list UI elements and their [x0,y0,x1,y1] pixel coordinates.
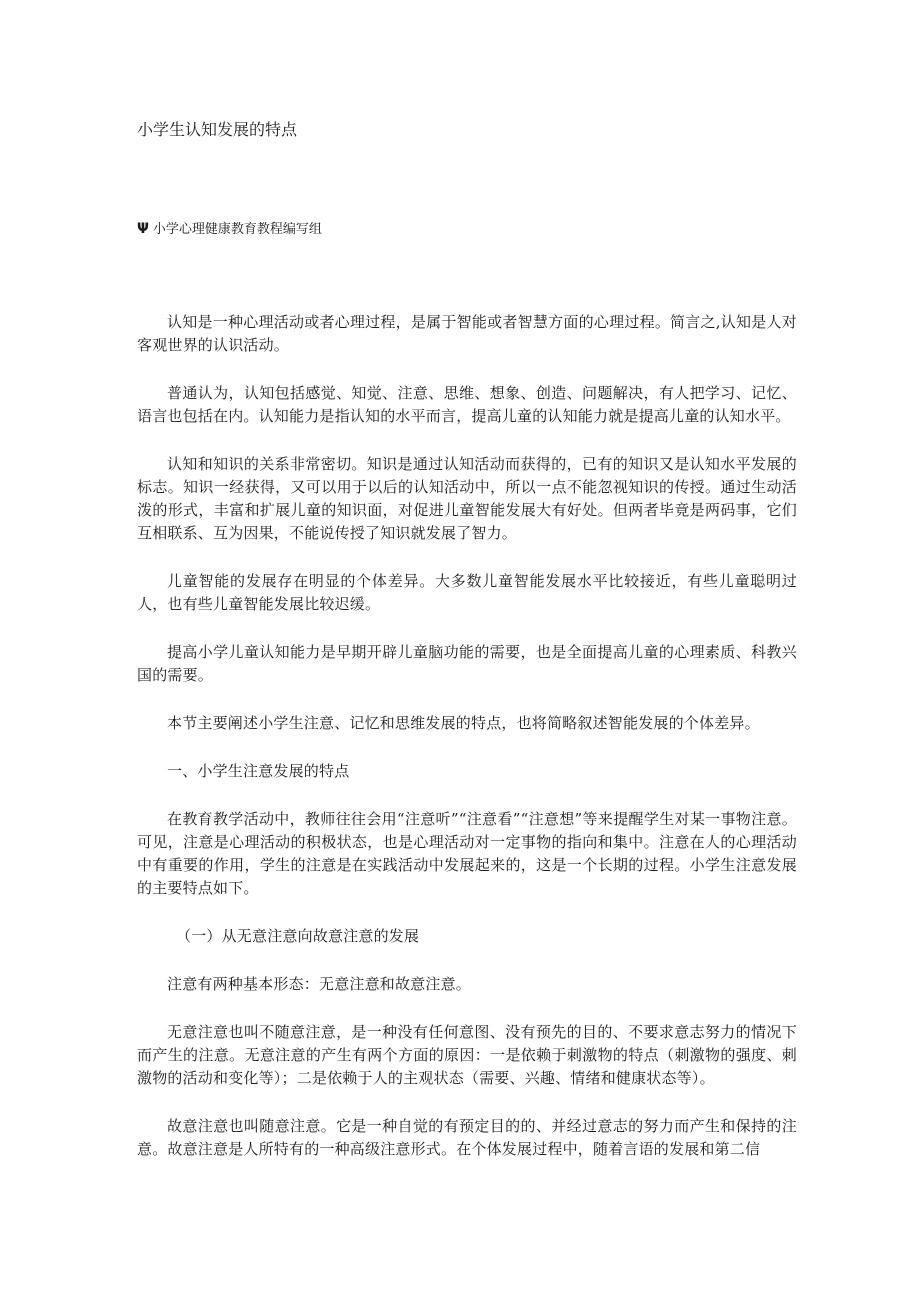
psi-icon: Ψ [137,221,149,237]
paragraph-definition: 认知是一种心理活动或者心理过程，是属于智能或者智慧方面的心理过程。简言之,认知是人对客观世界的认识活动。 [137,313,797,354]
paragraph-attention-intro: 在教育教学活动中，教师往往会用“注意听”“注意看”“注意想”等来提醒学生对某一事物注意。可见，注意是心理活动的积极状态，也是心理活动对一定事物的指向和集中。注意在人的心理活动中有重要的作用，学生的注意是在实践活动中发展起来的，这是一个长期的过程。小学生注意发展的主要特点如下。 [137,810,797,897]
paragraph-importance: 提高小学儿童认知能力是早期开辟儿童脑功能的需要，也是全面提高儿童的心理素质、科教兴国的需要。 [137,643,797,684]
paragraph-two-forms: 注意有两种基本形态：无意注意和故意注意。 [167,975,472,993]
section-heading: 一、小学生注意发展的特点 [167,762,350,780]
paragraph-voluntary-attention: 故意注意也叫随意注意。它是一种自觉的有预定目的的、并经过意志的努力而产生和保持的注意。故意注意是人所特有的一种高级注意形式。在个体发展过程中，随着言语的发展和第二信 [137,1117,797,1158]
document-body [137,311,797,1161]
paragraph-knowledge: 认知和知识的关系非常密切。知识是通过认知活动而获得的，已有的知识又是认知水平发展的标志。知识一经获得，又可以用于以后的认知活动中，所以一点不能忽视知识的传授。通过生动活泼的形式，丰富和扩展儿童的知识面，对促进儿童智能发展大有好处。但两者毕竟是两码事，它们互相联系、互为因果，不能说传授了知识就发展了智力。 [137,455,797,542]
subsection-heading: （一）从无意注意向故意注意的发展 [176,927,420,945]
paragraph-section-overview: 本节主要阐述小学生注意、记忆和思维发展的特点，也将简略叙述智能发展的个体差异。 [167,714,760,732]
document-title: 小学生认知发展的特点 [137,120,298,139]
author-line [137,219,322,240]
paragraph-scope: 普通认为，认知包括感觉、知觉、注意、思维、想象、创造、问题解决，有人把学习、记忆、语言也包括在内。认知能力是指认知的水平而言，提高儿童的认知能力就是提高儿童的认知水平。 [137,384,797,425]
author-name: 小学心理健康教育教程编写组 [152,222,322,237]
paragraph-involuntary-attention: 无意注意也叫不随意注意，是一种没有任何意图、没有预先的目的、不要求意志努力的情况下而产生的注意。无意注意的产生有两个方面的原因：一是依赖于刺激物的特点（刺激物的强度、刺激物的活动和变化等）；二是依赖于人的主观状态（需要、兴趣、情绪和健康状态等）。 [137,1023,797,1087]
paragraph-differences: 儿童智能的发展存在明显的个体差异。大多数儿童智能发展水平比较接近，有些儿童聪明过人，也有些儿童智能发展比较迟缓。 [137,572,797,613]
